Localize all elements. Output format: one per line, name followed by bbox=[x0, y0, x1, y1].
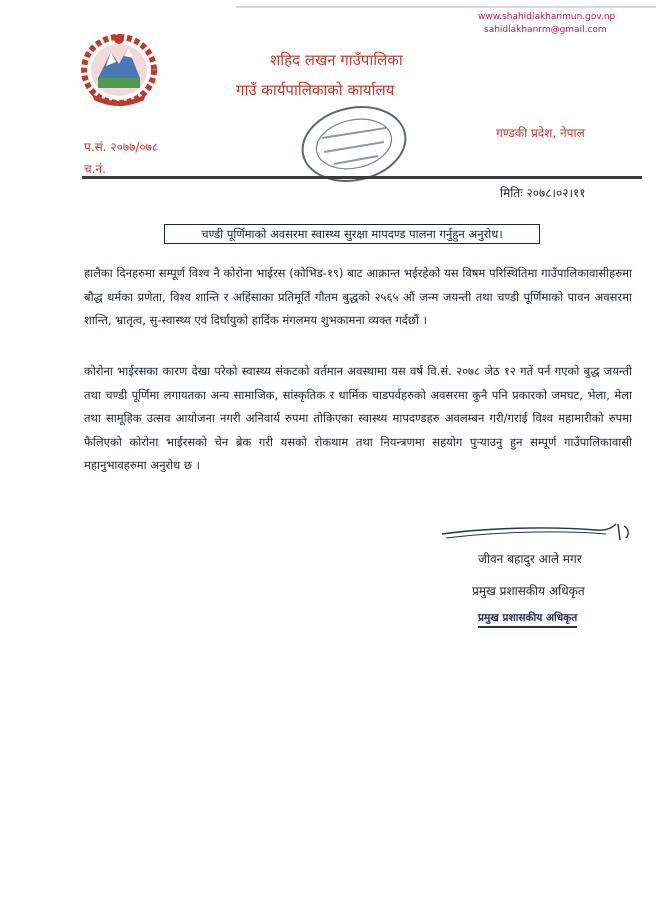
office-name: शहिद लखन गाउँपालिका bbox=[270, 51, 403, 69]
letter-subject: चण्डी पूर्णिमाको अवसरमा स्वास्थ्य सुरक्षा मापदण्ड पालना गर्नुहुन अनुरोध। bbox=[164, 224, 540, 244]
top-divider bbox=[236, 6, 656, 8]
body-paragraph-1: हालैका दिनहरुमा सम्पूर्ण विश्व नै कोरोना भाईरस (कोभिड-१९) बाट आक्रान्त भईरहेको यस विषम परिस्थितिमा गाउँपालिकावासीहरुमा बौद्ध धर्मका प्रणेता, विश्व शान्ति र अहिंसाका प्रतिमूर्ति गौतम बुद्धको २५६५ औं जन्म जयन्ती तथा चण्डी पूर्णिमाको पावन अवसरमा शान्ति, भ्रातृत्व, सु-स्वास्थ्य एवं दिर्घायुको हार्दिक मंगलमय शुभकामना व्यक्त गर्दछौं । bbox=[84, 266, 632, 327]
letter-date: मितिः २०७८।०२।११ bbox=[500, 186, 586, 200]
signer-title: प्रमुख प्रशासकीय अधिकृत bbox=[472, 584, 585, 598]
designation-stamp: प्रमुख प्रशासकीय अधिकृत bbox=[478, 611, 577, 628]
body-paragraph-2: कोरोना भाईरसका कारण देखा परेको स्वास्थ्य संकटको वर्तमान अवस्थामा यस वर्ष वि.सं. २०७८ जेठ १२ गतें पर्न गएको बुद्ध जयन्ती तथा चण्डी पूर्णिमा लगायतका अन्य सामाजिक, सांस्कृतिक र धार्मिक चाडपर्वहरुको अवसरमा कुनै पनि प्रकारको जमघट, भेला, मेला तथा सामूहिक उत्सव आयोजना नगरी अनिवार्य रुपमा तोकिएका स्वास्थ्य मापदण्डहरु अवलम्बन गरी/गराई विश्व महामारीको रुपमा फैलिएको कोरोना भाईरसको चेन ब्रेक गरी यसको रोकथाम तथा नियन्त्रणमा सहयोग पुऱ्याउनु हुन सम्पूर्ण गाउँपालिकावासी महानुभावहरुमा अनुरोध छ । bbox=[84, 364, 632, 472]
signer-name: जीवन बहादुर आले मगर bbox=[478, 552, 582, 566]
email-text: sahidlakhanrm@gmail.com bbox=[484, 25, 607, 35]
website-text: www.shahidlakhanmun.gov.np bbox=[478, 12, 616, 22]
province-name: गण्डकी प्रदेश, नेपाल bbox=[496, 126, 585, 140]
header-divider bbox=[82, 176, 642, 179]
dispatch-number: च.नं. bbox=[84, 162, 106, 176]
signature-scribble-icon bbox=[436, 518, 636, 544]
reference-number: प.सं. २०७७/०७८ bbox=[84, 140, 159, 154]
nepal-emblem-icon bbox=[78, 30, 160, 110]
office-subtitle: गाउँ कार्यपालिकाको कार्यालय bbox=[236, 81, 395, 99]
